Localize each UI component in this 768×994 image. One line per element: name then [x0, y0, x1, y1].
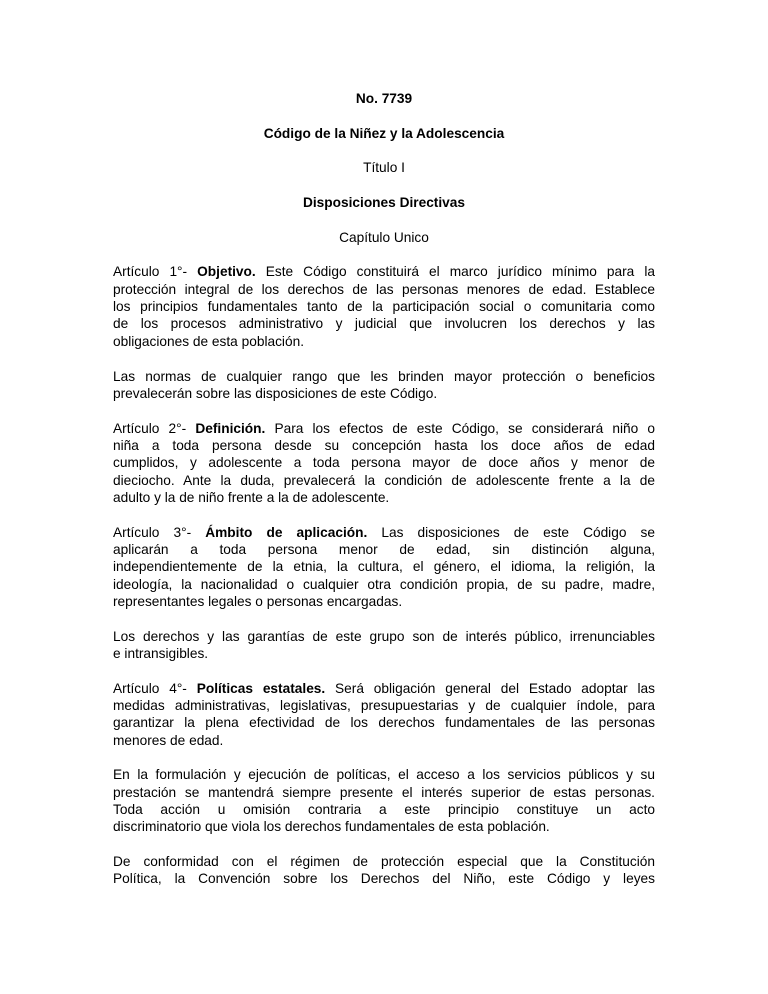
document-body [113, 263, 655, 887]
article-paragraph [113, 263, 655, 350]
text-line: Las normas de cualquier rango que les brinden mayor protección o beneficios [113, 368, 655, 384]
chapter-heading: Capítulo Unico [339, 229, 429, 245]
text-line: garantizar la plena efectividad de los derechos fundamentales de las personas [113, 715, 655, 731]
article-heading: Ámbito de aplicación. [205, 524, 368, 540]
text-line: ideología, la nacionalidad o cualquier otra condición propia, de su padre, madre, [113, 576, 655, 592]
paragraph [113, 766, 655, 835]
text-line: prevalecerán sobre las disposiciones de este Código. [113, 385, 438, 401]
text-line [113, 680, 655, 697]
text-line [113, 524, 655, 541]
text-line [113, 420, 655, 437]
article-heading: Objetivo. [197, 264, 256, 280]
text-line: Los derechos y las garantías de este grupo son de interés público, irrenunciables [113, 628, 655, 644]
text-line: de los procesos administrativo y judicial que involucren los derechos y las [113, 316, 655, 332]
text-line: aplicarán a toda persona menor de edad, sin distinción alguna, [113, 541, 655, 557]
text-line: representantes legales o personas encargadas. [113, 593, 403, 609]
article-number: Artículo 2°- [113, 420, 196, 436]
text-line: prestación se mantendrá siempre presente el interés superior de estas personas. [113, 784, 655, 800]
document-title: Código de la Niñez y la Adolescencia [263, 125, 505, 141]
text-line: niña a toda persona desde su concepción hasta los doce años de edad [113, 437, 655, 453]
text-line: cumplidos, y adolescente a toda persona mayor de doce años y menor de [113, 455, 655, 471]
paragraph [113, 368, 655, 403]
article-heading: Políticas estatales. [196, 680, 326, 696]
text-line: medidas administrativas, legislativas, presupuestarias y de cualquier índole, para [113, 698, 655, 714]
paragraph [113, 853, 655, 888]
article-paragraph [113, 680, 655, 749]
text-line: adulto y la de niño frente a la de adolescente. [113, 489, 390, 505]
law-number: No. 7739 [355, 91, 413, 106]
text-line: independientemente de la etnia, la cultura, el género, el idioma, la religión, la [113, 559, 655, 575]
article-paragraph [113, 524, 655, 611]
text-line: dieciocho. Ante la duda, prevalecerá la condición de adolescente frente a la de [113, 472, 655, 488]
article-number: Artículo 3°- [113, 524, 206, 540]
text-line: Política, la Convención sobre los Derechos del Niño, este Código y leyes [113, 871, 655, 887]
article-text: Será obligación general del Estado adoptar las [325, 680, 655, 696]
article-number: Artículo 4°- [113, 680, 197, 696]
text-line: e intransigibles. [113, 646, 209, 661]
title-heading: Título I [363, 160, 405, 176]
article-number: Artículo 1°- [113, 264, 198, 280]
article-paragraph [113, 420, 655, 507]
text-line [113, 263, 655, 280]
text-line: protección integral de los derechos de las personas menores de edad. Establece [113, 281, 655, 297]
text-line: discriminatorio que viola los derechos fundamentales de esta población. [113, 819, 550, 835]
text-line: menores de edad. [113, 732, 224, 748]
article-text: Este Código constituirá el marco jurídico mínimo para la [255, 264, 655, 280]
text-line: los principios fundamentales tanto de la participación social o comunitaria como [113, 299, 655, 315]
paragraph [113, 628, 655, 663]
article-text: Las disposiciones de este Código se [367, 524, 655, 540]
text-line: obligaciones de esta población. [113, 333, 305, 349]
title-name: Disposiciones Directivas [302, 195, 466, 211]
article-text: Para los efectos de este Código, se considerará niño o [265, 420, 656, 436]
text-line: En la formulación y ejecución de políticas, el acceso a los servicios públicos y su [113, 767, 655, 783]
document-page [113, 90, 655, 905]
article-heading: Definición. [195, 420, 266, 436]
text-line: Toda acción u omisión contraria a este principio constituye un acto [113, 802, 655, 818]
text-line: De conformidad con el régimen de protección especial que la Constitución [113, 854, 655, 870]
